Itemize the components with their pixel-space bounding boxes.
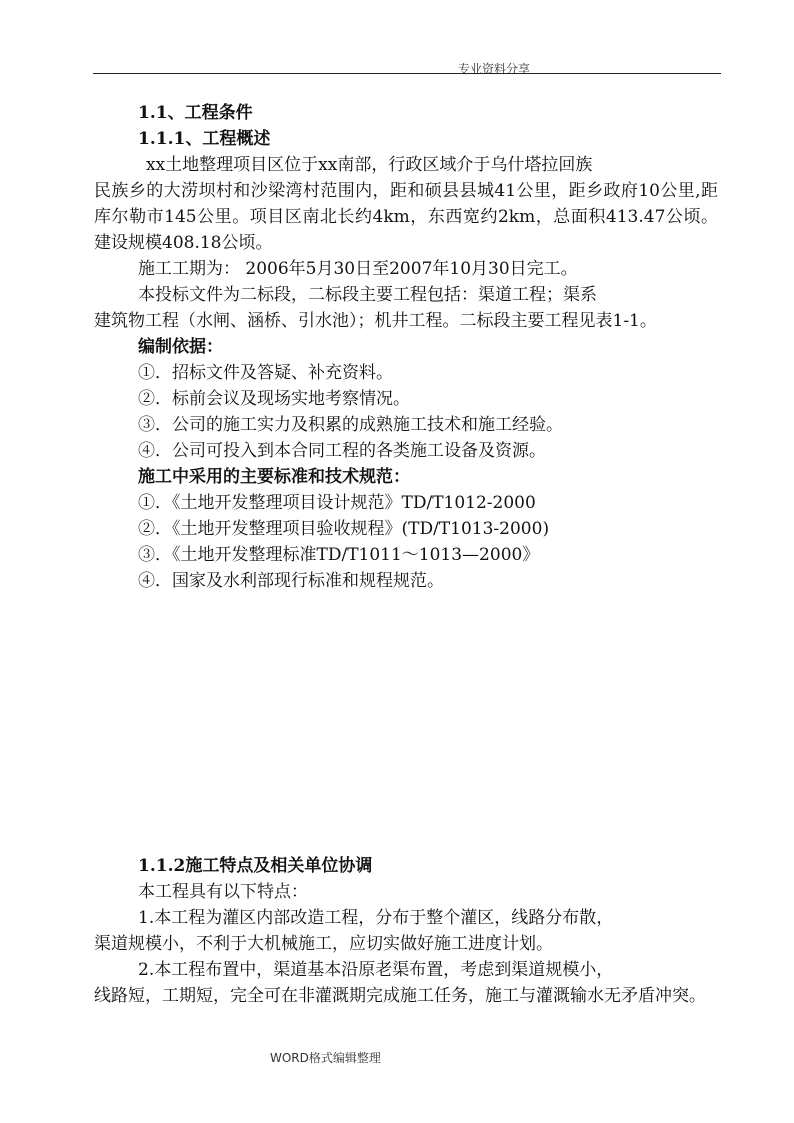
bid-paragraph-first-line: 本投标文件为二标段，二标段主要工程包括：渠道工程；渠系 [138, 285, 597, 305]
section-1-1-2 [94, 853, 718, 1009]
page-footer: WORD格式编辑整理 [270, 1051, 381, 1065]
feature-1-rest: 渠道规模小，不利于大机械施工，应切实做好施工进度计划。 [94, 934, 553, 954]
overview-paragraph-rest: 民族乡的大涝坝村和沙梁湾村范围内，距和硕县县城41公里，距乡政府10公里,距库尔勒市145公里。项目区南北长约4km，东西宽约2km，总面积413.47公顷。建设规模408.18公顷。 [94, 181, 718, 253]
feature-2-rest: 线路短，工期短，完全可在非灌溉期完成施工任务，施工与灌溉输水无矛盾冲突。 [94, 986, 706, 1006]
basis-item: ③．公司的施工实力及积累的成熟施工技术和施工经验。 [138, 415, 563, 435]
basis-title: 编制依据： [138, 337, 223, 357]
heading-1-1-1: 1.1.1、工程概述 [138, 129, 271, 149]
standards-item: ④．国家及水利部现行标准和规程规范。 [138, 571, 444, 591]
overview-paragraph-first-line: xx土地整理项目区位于xx南部，行政区域介于乌什塔拉回族 [146, 155, 593, 175]
basis-item: ④．公司可投入到本合同工程的各类施工设备及资源。 [138, 441, 546, 461]
basis-item: ①．招标文件及答疑、补充资料。 [138, 363, 393, 383]
feature-1-first-line: 1.本工程为灌区内部改造工程，分布于整个灌区，线路分布散， [138, 908, 614, 928]
page-header [0, 58, 720, 77]
standards-item: ①．《土地开发整理项目设计规范》TD/T1012-2000 [138, 493, 536, 513]
header-text: 专业资料分享 [457, 62, 530, 76]
basis-item: ②．标前会议及现场实地考察情况。 [138, 389, 410, 409]
header-rule [93, 73, 721, 74]
features-intro: 本工程具有以下特点： [138, 882, 308, 902]
standards-item: ③．《土地开发整理标准TD/T1011～1013—2000》 [138, 545, 540, 565]
feature-2-first-line: 2.本工程布置中，渠道基本沿原老渠布置，考虑到渠道规模小， [138, 960, 614, 980]
section-1-1 [94, 100, 718, 594]
heading-1-1: 1.1、工程条件 [138, 103, 253, 123]
construction-period: 施工工期为： 2006年5月30日至2007年10月30日完工。 [138, 259, 578, 279]
standards-item: ②．《土地开发整理项目验收规程》(TD/T1013-2000) [138, 519, 550, 539]
heading-1-1-2: 1.1.2施工特点及相关单位协调 [138, 856, 373, 876]
standards-title: 施工中采用的主要标准和技术规范： [138, 467, 410, 487]
bid-paragraph-rest: 建筑物工程（水闸、涵桥、引水池）；机井工程。二标段主要工程见表1-1。 [94, 311, 657, 331]
